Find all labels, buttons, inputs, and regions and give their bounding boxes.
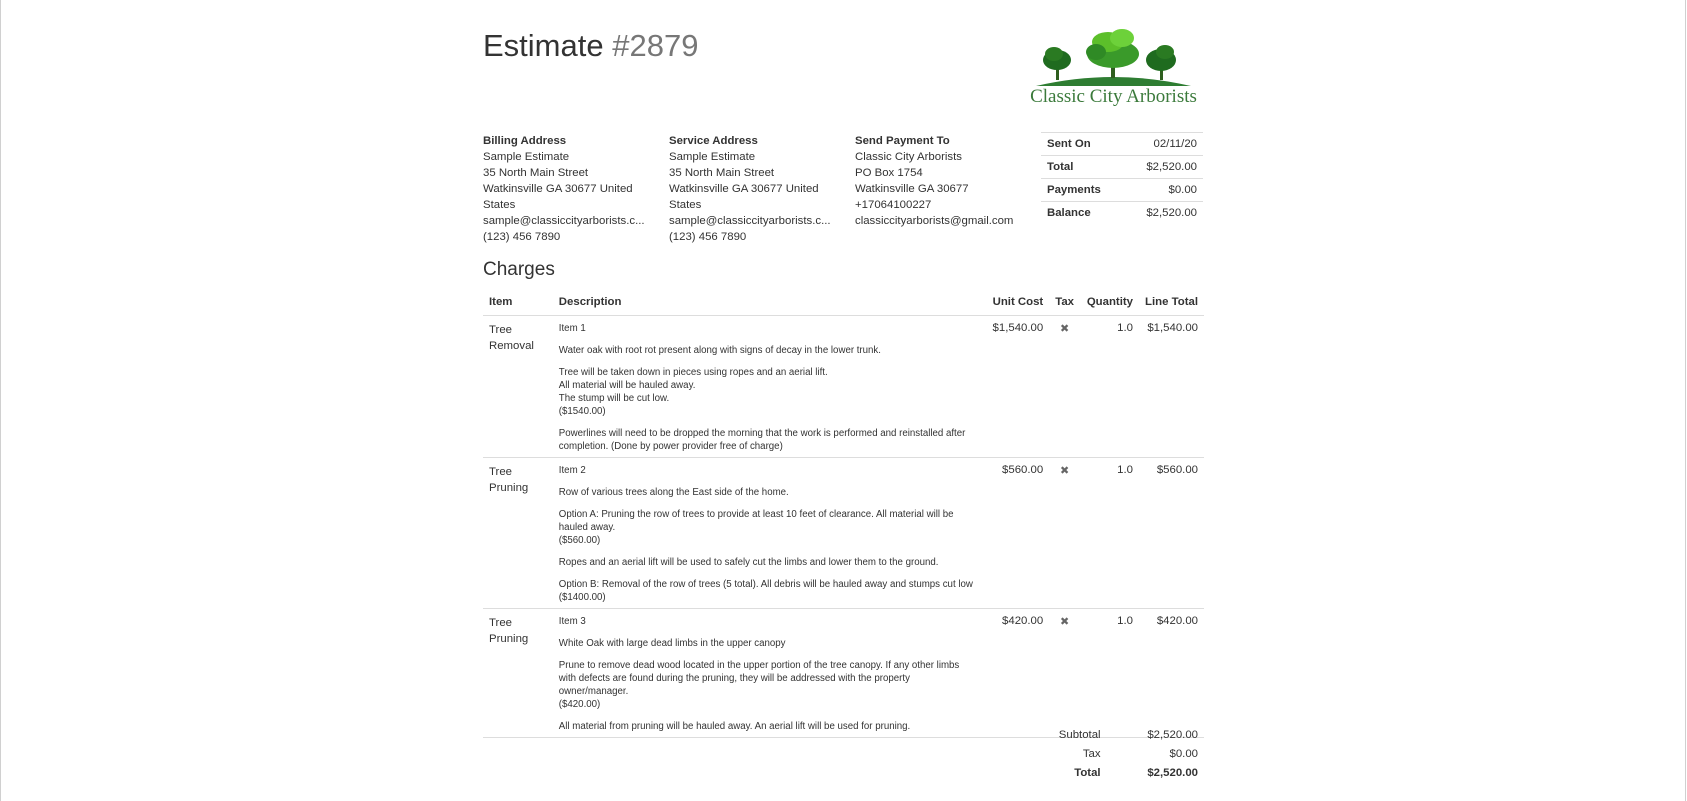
- service-heading: Service Address: [669, 135, 758, 147]
- col-tax: Tax: [1049, 292, 1080, 316]
- payment-line: Classic City Arborists: [855, 151, 962, 163]
- charge-item-line: Pruning: [489, 633, 529, 645]
- totals-row: [1023, 744, 1204, 763]
- description-paragraph: Water oak with root rot present along with signs of decay in the lower trunk.: [558, 345, 881, 356]
- charge-unit-cost: $560.00: [981, 458, 1049, 609]
- service-line: 35 North Main Street: [669, 167, 775, 179]
- charge-item-line: Tree: [489, 617, 512, 629]
- charge-line-total: $420.00: [1139, 609, 1204, 738]
- summary-row: [1041, 179, 1203, 202]
- charge-row: [483, 458, 1204, 609]
- totals-row: [1023, 763, 1204, 782]
- billing-line: States: [483, 199, 516, 211]
- charge-item: [483, 609, 553, 738]
- totals-table: [1023, 725, 1204, 782]
- description-paragraph: Item 3: [558, 616, 586, 627]
- charge-description: [553, 458, 982, 609]
- charge-quantity: 1.0: [1080, 316, 1139, 458]
- charge-item-line: Removal: [489, 340, 534, 352]
- totals-label: Tax: [1082, 747, 1101, 760]
- description-paragraph: Option A: Pruning the row of trees to provide at least 10 feet of clearance. All material will be hauled away. ($560.00): [558, 509, 954, 546]
- description-paragraph: Item 2: [558, 465, 586, 476]
- service-address: [669, 133, 832, 245]
- close-icon: ✖: [1060, 465, 1070, 477]
- summary-label: Total: [1041, 156, 1124, 179]
- charge-quantity: 1.0: [1080, 458, 1139, 609]
- summary-value: 02/11/20: [1124, 133, 1203, 156]
- charge-line-total: $560.00: [1139, 458, 1204, 609]
- summary-value: $0.00: [1124, 179, 1203, 202]
- payment-heading: Send Payment To: [855, 135, 950, 147]
- payment-line: PO Box 1754: [855, 167, 923, 179]
- summary-label: Payments: [1041, 179, 1124, 202]
- description-paragraph: Prune to remove dead wood located in the upper portion of the tree canopy. If any other limbs with defects are found during the pruning, they will be addressed with the property owner/manager. ($420.00): [558, 660, 960, 710]
- charge-row: [483, 609, 1204, 738]
- charge-line-total: $1,540.00: [1139, 316, 1204, 458]
- charges-header-row: [483, 292, 1204, 316]
- trees-logo-icon: [1026, 26, 1201, 88]
- service-email[interactable]: sample@classiccityarborists.c...: [669, 215, 831, 227]
- billing-line: 35 North Main Street: [483, 167, 589, 179]
- charge-description: [553, 609, 982, 738]
- summary-value: $2,520.00: [1124, 202, 1203, 225]
- service-line: Watkinsville GA 30677 United: [669, 183, 819, 195]
- charges-heading: Charges: [483, 259, 555, 280]
- logo-text: Classic City Arborists: [1030, 86, 1197, 107]
- description-paragraph: Option B: Removal of the row of trees (5 total). All debris will be hauled away and stumps cut low ($1400.00): [558, 579, 973, 603]
- col-line-total: Line Total: [1139, 292, 1204, 316]
- payment-email[interactable]: classiccityarborists@gmail.com: [855, 215, 1014, 227]
- charge-description: [553, 316, 982, 458]
- summary-row: [1041, 156, 1203, 179]
- col-item: Item: [483, 292, 553, 316]
- summary-row: [1041, 202, 1203, 225]
- summary-label: Balance: [1041, 202, 1124, 225]
- totals-label: Subtotal: [1058, 728, 1101, 741]
- charges-table: [483, 292, 1204, 738]
- summary-row: [1041, 133, 1203, 156]
- billing-line: Sample Estimate: [483, 151, 570, 163]
- close-icon: ✖: [1060, 616, 1070, 628]
- page-title: [483, 28, 698, 64]
- totals-label: Total: [1074, 766, 1101, 779]
- summary-label: Sent On: [1041, 133, 1124, 156]
- service-phone[interactable]: (123) 456 7890: [669, 231, 747, 243]
- summary-value: $2,520.00: [1124, 156, 1203, 179]
- totals-value: $2,520.00: [1147, 728, 1198, 741]
- charge-item: [483, 316, 553, 458]
- service-line: States: [669, 199, 702, 211]
- charge-unit-cost: $420.00: [981, 609, 1049, 738]
- description-paragraph: Row of various trees along the East side of the home.: [558, 487, 789, 498]
- close-icon: ✖: [1060, 323, 1070, 335]
- payment-phone[interactable]: +17064100227: [855, 199, 932, 211]
- charge-item-line: Tree: [489, 466, 512, 478]
- charge-row: [483, 316, 1204, 458]
- billing-line: Watkinsville GA 30677 United: [483, 183, 633, 195]
- totals-value: $0.00: [1169, 747, 1198, 760]
- billing-address: [483, 133, 646, 245]
- description-paragraph: All material from pruning will be hauled away. An aerial lift will be used for pruning.: [558, 721, 911, 732]
- payment-address: [855, 133, 1013, 229]
- description-paragraph: White Oak with large dead limbs in the upper canopy: [558, 638, 786, 649]
- billing-email[interactable]: sample@classiccityarborists.c...: [483, 215, 645, 227]
- col-description: Description: [553, 292, 982, 316]
- col-unit-cost: Unit Cost: [981, 292, 1049, 316]
- charge-quantity: 1.0: [1080, 609, 1139, 738]
- charge-item-line: Tree: [489, 324, 512, 336]
- description-paragraph: Ropes and an aerial lift will be used to safely cut the limbs and lower them to the ground.: [558, 557, 939, 568]
- charge-tax: [1049, 609, 1080, 738]
- description-paragraph: Powerlines will need to be dropped the morning that the work is performed and reinstalled after completion. (Done by power provider free of charge): [558, 428, 966, 452]
- service-line: Sample Estimate: [669, 151, 756, 163]
- charge-item-line: Pruning: [489, 482, 529, 494]
- charge-item: [483, 458, 553, 609]
- estimate-number: #2879: [612, 28, 699, 63]
- col-quantity: Quantity: [1080, 292, 1139, 316]
- billing-phone[interactable]: (123) 456 7890: [483, 231, 561, 243]
- company-logo: [1026, 26, 1201, 111]
- billing-heading: Billing Address: [483, 135, 567, 147]
- estimate-label: Estimate: [483, 28, 604, 63]
- payment-line: Watkinsville GA 30677: [855, 183, 969, 195]
- totals-row: [1023, 725, 1204, 744]
- charge-tax: [1049, 316, 1080, 458]
- totals-value: $2,520.00: [1147, 766, 1198, 779]
- charge-unit-cost: $1,540.00: [981, 316, 1049, 458]
- summary-table: [1041, 132, 1203, 224]
- charge-tax: [1049, 458, 1080, 609]
- description-paragraph: Tree will be taken down in pieces using ropes and an aerial lift. All material will be hauled away. The stump will be cut low. ($1540.00): [558, 367, 828, 417]
- description-paragraph: Item 1: [558, 323, 586, 334]
